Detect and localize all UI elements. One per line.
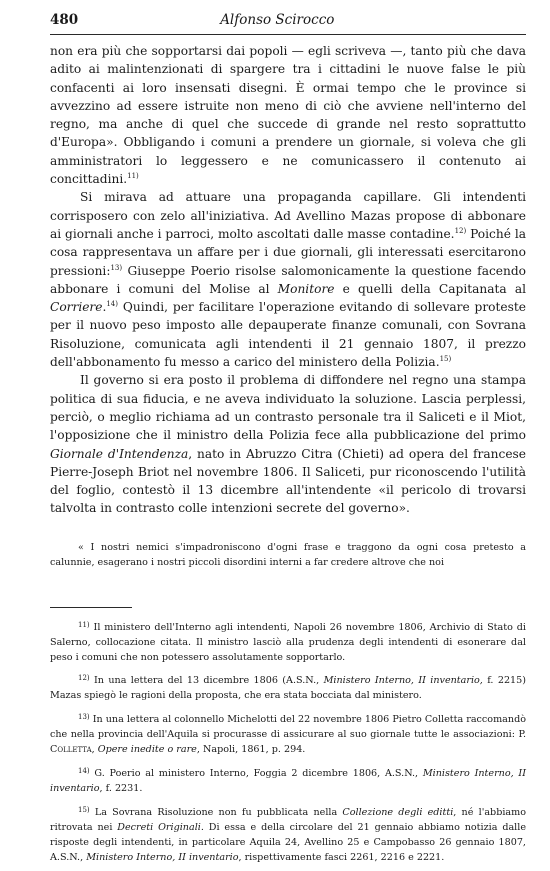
footnote-ref-14: 14) xyxy=(106,300,118,309)
footnote-separator xyxy=(50,607,132,608)
paragraph-2-text-a: Si mirava ad attuare una propaganda capillare. Gli intendenti corrisposero con zelo all'iniziativa. Ad Avellino Mazas propose di abbonare ai giornali anche i parroci, molto ascoltati dalle masse contadine. xyxy=(50,190,526,241)
page-header xyxy=(50,12,526,35)
footnote-text: La Sovrana Risoluzione non fu pubblicata nella xyxy=(94,806,343,818)
footnote-text: , f. 2231. xyxy=(99,782,143,794)
footnote-15 xyxy=(50,803,526,866)
paragraph-2-text-d: e quelli della Capitanata al xyxy=(334,281,526,296)
author-name: Colletta xyxy=(50,744,92,756)
running-head: Alfonso Scirocco xyxy=(220,12,335,28)
page-number: 480 xyxy=(50,12,79,28)
footnote-text: f. 2215) Mazas spiegò le ragioni della proposta, che era stata bocciata dal ministero. xyxy=(50,675,526,702)
footnote-text: In una lettera del 13 dicembre 1806 (A.S.N., xyxy=(94,675,324,687)
footnote-number: 13) xyxy=(78,713,90,722)
footnote-italic: Ministero Interno, II inventario xyxy=(50,767,527,794)
footnote-ref-11: 11) xyxy=(127,172,139,181)
paragraph-2 xyxy=(50,188,526,371)
footnote-text: Il ministero dell'Interno agli intendenti, Napoli 26 novembre 1806, Archivio di Stato di Salerno, collocazione citata. Il ministro lasciò alla prudenza degli intendenti di esonerare dal peso i comuni che non potessero assolutamente sopportarlo. xyxy=(50,621,526,663)
paragraph-2-text-f: Quindi, per facilitare l'operazione evitando di sollevare proteste per il nuovo peso imposto alle depauperate finanze comunali, con Sovrana Risoluzione, comunicata agli intendenti il 21 gennaio 1807, il prezzo dell'abbonamento fu messo a carico del ministero della Polizia. xyxy=(50,300,526,370)
footnote-11 xyxy=(50,618,526,666)
footnote-italic: Decreti Originali xyxy=(117,821,201,833)
footnote-14 xyxy=(50,764,526,797)
main-text xyxy=(50,42,526,518)
paragraph-3-text-a: Il governo si era posto il problema di diffondere nel regno una stampa politica di sua fiducia, e ne aveva individuato la soluzione. Lascia perplessi, perciò, o meglio richiama ad un contrasto personale tra il Saliceti e il Miot, l'opposizione che il ministro della Polizia fece alla pubblicazione del primo xyxy=(50,373,526,443)
footnote-italic: Ministero Interno, II inventario, xyxy=(323,675,483,687)
footnote-text: , Napoli, 1861, p. 294. xyxy=(196,744,306,756)
footnote-ref-13: 13) xyxy=(110,263,123,272)
paragraph-1 xyxy=(50,42,526,188)
footnote-number: 14) xyxy=(78,766,90,775)
book-page xyxy=(50,12,526,871)
paragraph-3 xyxy=(50,371,526,517)
footnote-number: 15) xyxy=(78,805,90,814)
paragraph-2-text-e: . xyxy=(102,300,107,315)
footnote-text: G. Poerio al ministero Interno, Foggia 2 dicembre 1806, A.S.N., xyxy=(94,767,423,779)
title-monitore: Monitore xyxy=(277,281,335,296)
footnote-number: 11) xyxy=(78,620,90,629)
paragraph-1-text: non era più che sopportarsi dai popoli — egli scriveva —, tanto più che dava adito ai malintenzionati di spargere tra i cittadini le nuove false le più confacenti ai loro insensati disegni. È ormai tempo che le province si avvezzino ad essere istruite non meno di ciò che avviene nell'interno del regno, ma anche di quel che succede di grande nel resto soprattutto d'Europa». Obbligando i comuni a prendere un giornale, si voleva che gli amministratori lo leggessero e ne comunicassero il contenuto ai concittadini. xyxy=(50,44,526,187)
paragraph-3-text-b: , nato in Abruzzo Citra (Chieti) ad opera del francese Pierre-Joseph Briot nel novembre 1806. Il Saliceti, pur riconoscendo l'utilità del foglio, contestò il 13 dicembre all'intendente «il pericolo di trovarsi talvolta in contrasto colle intenzioni secrete del governo». xyxy=(50,446,526,516)
title-giornale-intendenza: Giornale d'Intendenza xyxy=(50,446,189,461)
footnote-italic: Collezione degli editti xyxy=(342,806,454,818)
footnote-text: , rispettivamente fasci 2261, 2216 e 2221. xyxy=(238,851,445,863)
footnote-13 xyxy=(50,710,526,758)
footnote-ref-15: 15) xyxy=(439,355,452,364)
quote-text: « I nostri nemici s'impadroniscono d'ogni frase e traggono da ogni cosa pretesto a calunnie, esagerano i nostri piccoli disordini interni a far credere altrove che noi xyxy=(50,541,526,569)
paragraph-2-text-c: Giuseppe Poerio risolse salomonicamente la questione facendo abbonare i comuni del Molise al xyxy=(50,263,526,296)
footnote-12 xyxy=(50,671,526,704)
block-quote xyxy=(50,540,526,571)
footnote-text: , né l'abbiamo ritrovata nei xyxy=(50,806,526,833)
footnote-number: 12) xyxy=(78,674,90,683)
footnotes xyxy=(50,618,526,866)
paragraph-2-text-b: Poiché la cosa rappresentava un affare per i due giornali, gli interessati esercitarono pressioni: xyxy=(50,226,526,278)
title-corriere: Corriere xyxy=(50,300,103,315)
footnote-ref-12: 12) xyxy=(454,226,467,235)
footnote-italic: Opere inedite o rare xyxy=(97,744,197,756)
footnote-text: In una lettera al colonnello Michelotti del 22 novembre 1806 Pietro Colletta raccomandò che nella provincia dell'Aquila si procurasse di assicurare al suo giornale tutte le associazioni: P. xyxy=(50,714,526,741)
footnote-italic: Ministero Interno, II inventario xyxy=(86,851,239,863)
footnote-text: . Di essa e della circolare del 21 gennaio abbiamo notizia dalle risposte degli intendenti, in particolare Aquila 24, Avellino 25 e Campobasso 26 gennaio 1807, A.S.N., xyxy=(50,821,526,863)
footnote-text: , xyxy=(91,744,98,756)
